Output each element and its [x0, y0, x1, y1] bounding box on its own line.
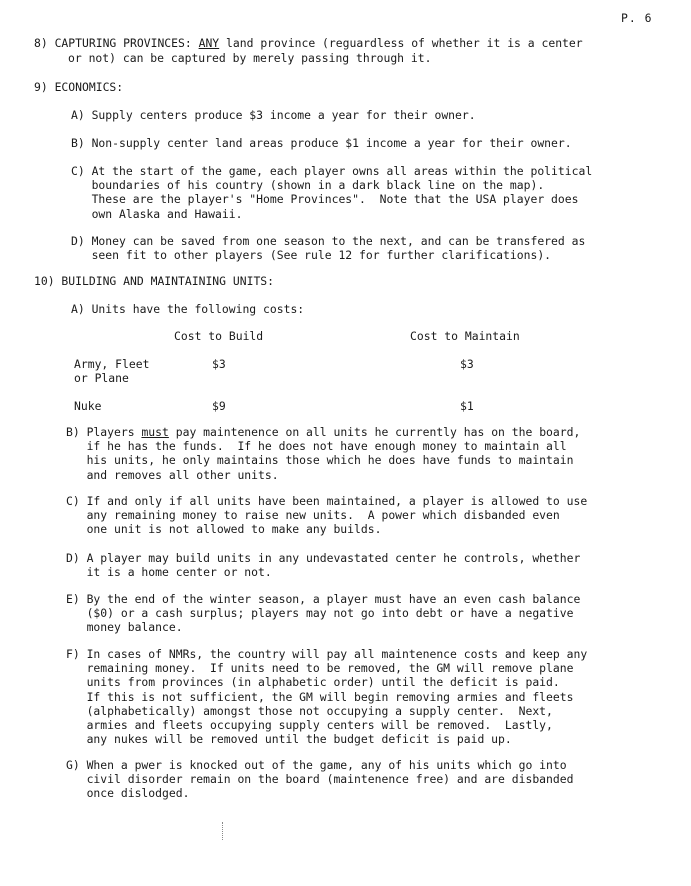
maintain-cost: $1 [460, 399, 474, 414]
section-8-rest: land province (reguardless of whether it is a center [219, 36, 583, 50]
build-cost: $3 [212, 357, 226, 372]
section-10-item-f: F) In cases of NMRs, the country will pay all maintenence costs and keep any remaining money. If units need to be removed, the GM will remove plane units from provinces (in alphabetic order) until the deficit is paid. If this is not sufficient, the GM will begin removing armies and fleets (alphabetically) amongst those not occupying a supply center. Next, armies and fleets occupying supply centers will be removed. Lastly, any nukes will be removed until the budget deficit is paid up. [66, 647, 588, 747]
maintain-cost: $3 [460, 357, 474, 372]
section-8-line-2: or not) can be captured by merely passing through it. [68, 51, 432, 65]
item-b-rest: pay maintenence on all units he currently has on the board, if he has the funds. If he does not have enough money to maintain all his units, he only maintains those which he does have funds to maintain and removes all other units. [86, 425, 581, 482]
section-10-item-a: A) Units have the following costs: [71, 302, 305, 316]
column-header-cost-to-build: Cost to Build [174, 329, 264, 343]
item-b-must: must [141, 425, 169, 439]
section-8-line-1 [34, 36, 583, 50]
section-10-heading: 10) BUILDING AND MAINTAINING UNITS: [34, 274, 275, 288]
section-9-heading: 9) ECONOMICS: [34, 80, 124, 94]
item-b-start: B) Players [66, 425, 142, 439]
section-9-item-c: C) At the start of the game, each player owns all areas within the political boundaries of his country (shown in a dark black line on the map). These are the player's "Home Provinces". Note that the USA player does own Alaska and Hawaii. [71, 164, 593, 221]
table-row [74, 357, 520, 399]
section-8-label: 8) CAPTURING PROVINCES: [34, 36, 199, 50]
scan-artifact [222, 822, 224, 840]
section-9-item-a: A) Supply centers produce $3 income a year for their owner. [71, 108, 476, 122]
section-9-item-d: D) Money can be saved from one season to the next, and can be transfered as seen fit to other players (See rule 12 for further clarifications). [71, 234, 586, 263]
table-row [74, 399, 520, 413]
section-9-item-b: B) Non-supply center land areas produce $1 income a year for their owner. [71, 136, 572, 150]
section-10-item-c: C) If and only if all units have been maintained, a player is allowed to use any remaining money to raise new units. A power which disbanded even one unit is not allowed to make any builds. [66, 494, 588, 537]
section-10-item-e: E) By the end of the winter season, a player must have an even cash balance ($0) or a cash surplus; players may not go into debt or have a negative money balance. [66, 592, 581, 635]
column-header-cost-to-maintain: Cost to Maintain [410, 329, 520, 343]
unit-name: Army, Fleet or Plane [74, 357, 150, 386]
table-header-row [74, 329, 520, 343]
unit-name: Nuke [74, 399, 102, 414]
build-cost: $9 [212, 399, 226, 414]
section-10-item-d: D) A player may build units in any undevastated center he controls, whether it is a home center or not. [66, 551, 581, 580]
page-number: P. 6 [621, 11, 653, 25]
section-8-any: ANY [198, 36, 220, 50]
section-10-item-g: G) When a pwer is knocked out of the game, any of his units which go into civil disorder remain on the board (maintenence free) and are disbanded once dislodged. [66, 758, 574, 801]
section-10-item-b [66, 425, 580, 482]
unit-costs-table [74, 329, 520, 413]
